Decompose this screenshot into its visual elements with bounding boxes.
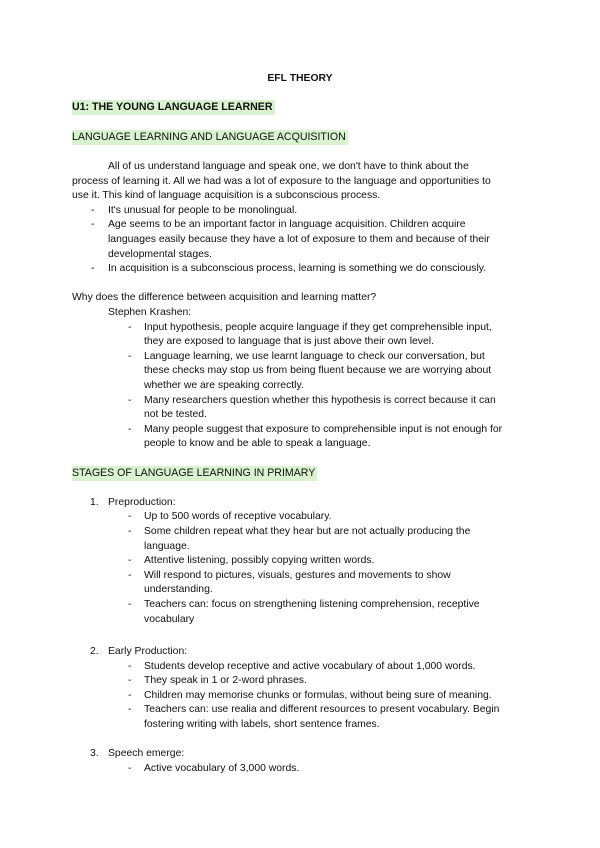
- bullet-text: Age seems to be an important factor in language acquisition. Children acquire: [108, 219, 466, 231]
- sub-bullet-text: whether we are speaking correctly.: [144, 380, 304, 391]
- sub-bullet-dash: -: [128, 423, 132, 435]
- stage-item: Active vocabulary of 3,000 words.: [144, 762, 300, 774]
- unit-heading: U1: THE YOUNG LANGUAGE LEARNER: [72, 101, 273, 113]
- stage-item: Will respond to pictures, visuals, gestures and movements to show: [144, 569, 451, 581]
- stage-item: They speak in 1 or 2-word phrases.: [144, 675, 307, 687]
- stage-name: Speech emerge:: [108, 748, 185, 759]
- section-heading-stages: STAGES OF LANGUAGE LEARNING IN PRIMARY: [72, 467, 316, 479]
- sub-bullet-dash: -: [128, 599, 132, 610]
- bullet-text: It's unusual for people to be monolingual.: [108, 204, 298, 216]
- stage-number: 2.: [90, 646, 99, 657]
- stage-item: fostering writing with labels, short sentence frames.: [144, 719, 380, 730]
- sub-bullet-dash: -: [128, 555, 132, 567]
- bullet-text: languages easily because they have a lot of exposure to them and because of their: [108, 234, 490, 245]
- stage-item: Teachers can: focus on strengthening listening comprehension, receptive: [144, 599, 480, 610]
- bullet-dash: -: [91, 204, 95, 216]
- stage-number: 3.: [90, 748, 99, 759]
- sub-bullet-text: Language learning, we use learnt language to check our conversation, but: [144, 350, 485, 362]
- question-line: Why does the difference between acquisition and learning matter?: [72, 292, 377, 304]
- section-heading-acquisition: LANGUAGE LEARNING AND LANGUAGE ACQUISITION: [72, 131, 346, 143]
- sub-bullet-dash: -: [128, 350, 132, 362]
- document-title: EFL THEORY: [267, 73, 333, 84]
- stage-item: Up to 500 words of receptive vocabulary.: [144, 511, 332, 523]
- sub-bullet-dash: -: [128, 675, 132, 687]
- stage-item: Teachers can: use realia and different resources to present vocabulary. Begin: [144, 704, 500, 716]
- stage-name: Preproduction:: [108, 496, 176, 508]
- sub-bullet-dash: -: [128, 394, 132, 406]
- stage-name: Early Production:: [108, 646, 188, 657]
- sub-bullet-dash: -: [128, 511, 132, 523]
- sub-bullet-dash: -: [128, 704, 132, 716]
- intro-paragraph-line: use it. This kind of language acquisition is a subconscious process.: [72, 190, 381, 202]
- sub-bullet-dash: -: [128, 689, 132, 701]
- stage-item: Attentive listening, possibly copying written words.: [144, 555, 375, 567]
- sub-bullet-dash: -: [128, 569, 132, 581]
- sub-bullet-text: they are exposed to language that is just above their own level.: [144, 336, 434, 348]
- bullet-dash: -: [91, 219, 95, 231]
- bullet-text: In acquisition is a subconscious process, learning is something we do consciously.: [108, 263, 487, 275]
- sub-bullet-dash: -: [128, 762, 132, 774]
- intro-paragraph-line: All of us understand language and speak one, we don't have to think about the: [108, 161, 469, 172]
- stage-item: Some children repeat what they hear but are not actually producing the: [144, 526, 471, 537]
- sub-bullet-dash: -: [128, 321, 132, 333]
- stage-item: language.: [144, 540, 190, 552]
- sub-bullet-text: people to know and be able to speak a language.: [144, 438, 371, 450]
- stage-number: 1.: [90, 496, 99, 508]
- sub-bullet-text: these checks may stop us from being fluent because we are worrying about: [144, 365, 492, 377]
- stage-item: Children may memorise chunks or formulas, without being sure of meaning.: [144, 689, 492, 701]
- sub-bullet-text: Input hypothesis, people acquire language if they get comprehensible input,: [144, 321, 492, 333]
- sub-bullet-dash: -: [128, 660, 132, 672]
- bullet-dash: -: [91, 263, 95, 275]
- sub-bullet-text: Many researchers question whether this hypothesis is correct because it can: [144, 394, 496, 406]
- stage-item: vocabulary: [144, 613, 195, 625]
- intro-paragraph-line: process of learning it. All we had was a lot of exposure to the language and opportunities to: [72, 175, 491, 187]
- author-line: Stephen Krashen:: [108, 307, 192, 318]
- sub-bullet-dash: -: [128, 526, 132, 537]
- bullet-text: developmental stages.: [108, 248, 212, 260]
- stage-item: understanding.: [144, 584, 213, 596]
- sub-bullet-text: not be tested.: [144, 409, 207, 421]
- stage-item: Students develop receptive and active vocabulary of about 1,000 words.: [144, 660, 476, 672]
- sub-bullet-text: Many people suggest that exposure to comprehensible input is not enough for: [144, 423, 503, 435]
